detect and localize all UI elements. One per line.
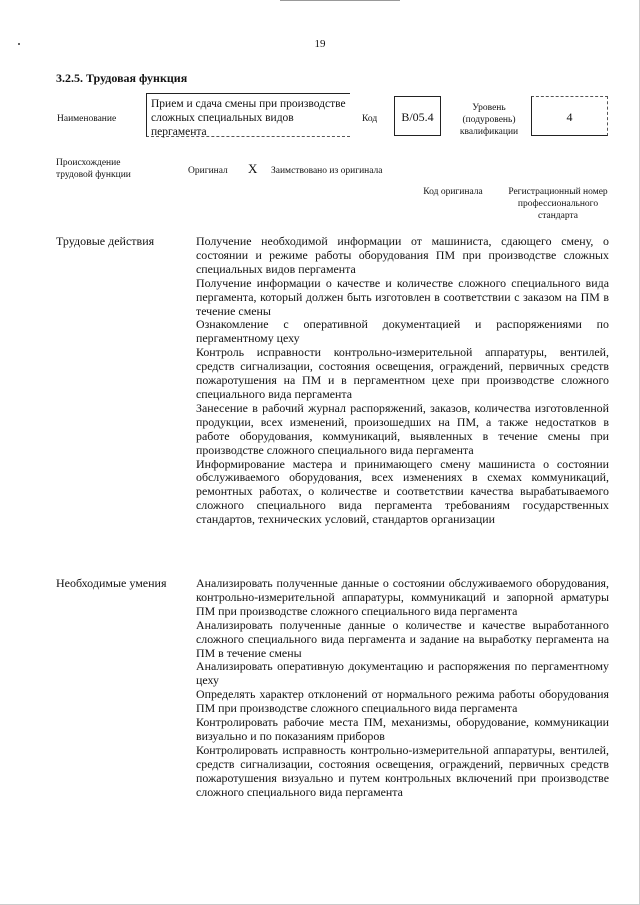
list-item: Получение информации о качестве и количестве сложного специального вида пергамента, который должен быть изготовлен в соответствии с заказом на ПМ в течение смены	[196, 275, 609, 318]
borrowed-label: Заимствовано из оригинала	[271, 166, 383, 176]
labor-actions-list	[196, 235, 609, 527]
labor-actions-label: Трудовые действия	[56, 234, 155, 248]
list-item: Контролировать исправность контрольно-измерительной аппаратуры, вентилей, средств сигнализации, состояния освещения, ограждений, первичных средств пожаротушения визуально и путем контрольных включений при производстве сложного специального вида пергамента	[196, 742, 609, 799]
list-item: Занесение в рабочий журнал распоряжений, заказов, количества изготовленной продукции, всех изменений, произошедших на ПМ, а также недостатков в работе оборудования, коммуникаций, выявленных в течение смены при производстве сложного специального вида пергамента	[196, 400, 609, 457]
required-skills-list	[196, 577, 609, 800]
list-item: Анализировать полученные данные о состоянии обслуживаемого оборудования, контрольно-измерительной аппаратуры, коммуникаций и запорной арматуры ПМ при производстве сложного специального вида пергамента	[196, 576, 609, 618]
function-name-box: Прием и сдача смены при производстве сложных специальных видов пергамента	[146, 93, 350, 137]
list-item: Анализировать оперативную документацию и распоряжения по пергаментному цеху	[196, 659, 609, 688]
required-skills-label: Необходимые умения	[56, 576, 167, 590]
registration-number-label: Регистрационный номер профессионального стандарта	[508, 187, 608, 221]
list-item: Анализировать полученные данные о количестве и качестве выработанного сложного специального вида пергамента и задание на выработку пергамента на ПМ в течение смены	[196, 617, 609, 660]
list-item: Контролировать рабочие места ПМ, механизмы, оборудование, коммуникации визуально и по показаниям приборов	[196, 715, 609, 743]
function-code-box: В/05.4	[394, 96, 441, 136]
code-label: Код	[362, 114, 378, 124]
list-item: Определять характер отклонений от нормального режима работы оборудования ПМ при производстве сложного специального вида пергамента	[196, 687, 609, 716]
original-label: Оригинал	[188, 166, 228, 176]
origin-label: Происхождение трудовой функции	[56, 158, 131, 180]
page-number: 19	[314, 38, 326, 50]
section-title: 3.2.5. Трудовая функция	[56, 71, 188, 85]
original-mark: X	[248, 161, 258, 176]
list-item: Ознакомление с оперативной документацией и распоряжениями по пергаментному цеху	[196, 317, 609, 346]
name-label: Наименование	[57, 114, 117, 124]
qualification-level-box: 4	[531, 96, 608, 136]
list-item: Получение необходимой информации от машиниста, сдающего смену, о состоянии и режиме работы оборудования ПМ при производстве сложных специальных видов пергамента	[196, 234, 609, 276]
qualification-level-label: Уровень (подуровень) квалификации	[459, 103, 519, 137]
list-item: Контроль исправности контрольно-измерительной аппаратуры, вентилей, средств сигнализации, состояния освещения, ограждений, первичных средств пожаротушения на ПМ и в пергаментном цехе при производстве сложного специального вида пергамента	[196, 345, 609, 401]
list-item: Информирование мастера и принимающего смену машиниста о состоянии обслуживаемого оборудования, всех изменениях в схемах коммуникаций, ремонтных работах, о количестве и соответствии качества вырабатываемого сложного специального вида пергамента требованиям государственных стандартов, технических условий, стандартов организации	[196, 456, 609, 527]
scan-top-mark	[280, 0, 400, 1]
original-code-label: Код оригинала	[423, 187, 483, 197]
